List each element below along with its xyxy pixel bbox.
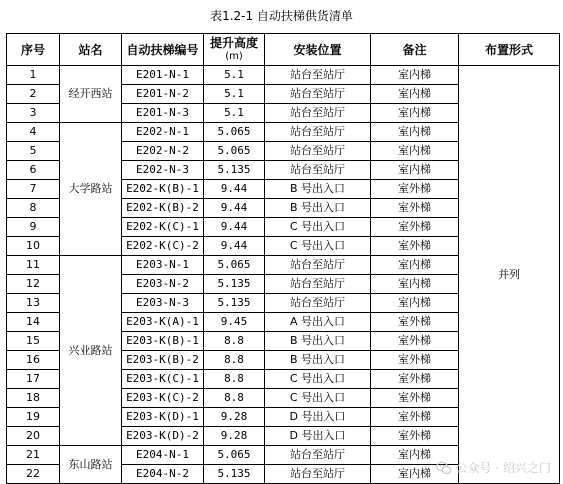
cell-index: 2 [7, 85, 60, 104]
cell-location: D 号出入口 [265, 408, 371, 427]
cell-index: 12 [7, 275, 60, 294]
cell-height: 5.135 [204, 465, 265, 484]
cell-index: 3 [7, 104, 60, 123]
cell-code: E201-N-2 [122, 85, 204, 104]
cell-index: 9 [7, 218, 60, 237]
header-layout: 布置形式 [459, 34, 560, 66]
cell-index: 13 [7, 294, 60, 313]
cell-height: 9.44 [204, 180, 265, 199]
cell-index: 17 [7, 370, 60, 389]
cell-index: 10 [7, 237, 60, 256]
cell-location: C 号出入口 [265, 370, 371, 389]
cell-code: E203-N-1 [122, 256, 204, 275]
cell-index: 14 [7, 313, 60, 332]
watermark-text: 公众号 · 绍兴之门 [455, 461, 551, 475]
cell-code: E202-N-3 [122, 161, 204, 180]
cell-location: 站台至站厅 [265, 446, 371, 465]
header-row [7, 34, 560, 66]
cell-station: 大学路站 [60, 123, 122, 256]
cell-height: 9.44 [204, 237, 265, 256]
cell-location: 站台至站厅 [265, 104, 371, 123]
cell-remark: 室外梯 [371, 332, 459, 351]
cell-remark: 室内梯 [371, 104, 459, 123]
cell-index: 5 [7, 142, 60, 161]
header-height [204, 34, 265, 66]
cell-remark: 室外梯 [371, 408, 459, 427]
cell-location: D 号出入口 [265, 427, 371, 446]
cell-height: 9.44 [204, 199, 265, 218]
cell-remark: 室外梯 [371, 370, 459, 389]
cell-code: E202-K(B)-1 [122, 180, 204, 199]
cell-remark: 室外梯 [371, 351, 459, 370]
cell-remark: 室内梯 [371, 256, 459, 275]
cell-height: 5.135 [204, 294, 265, 313]
table-body [7, 66, 560, 484]
cell-code: E204-N-2 [122, 465, 204, 484]
cell-location: 站台至站厅 [265, 142, 371, 161]
cell-code: E202-N-1 [122, 123, 204, 142]
cell-remark: 室外梯 [371, 199, 459, 218]
cell-code: E201-N-3 [122, 104, 204, 123]
cell-remark: 室内梯 [371, 446, 459, 465]
cell-code: E203-K(C)-1 [122, 370, 204, 389]
cell-remark: 室内梯 [371, 85, 459, 104]
cell-remark: 室外梯 [371, 389, 459, 408]
cell-remark: 室内梯 [371, 465, 459, 484]
cell-location: B 号出入口 [265, 180, 371, 199]
cell-code: E201-N-1 [122, 66, 204, 85]
cell-location: 站台至站厅 [265, 294, 371, 313]
cell-station: 经开西站 [60, 66, 122, 123]
cell-index: 19 [7, 408, 60, 427]
cell-location: 站台至站厅 [265, 275, 371, 294]
cell-location: 站台至站厅 [265, 256, 371, 275]
cell-location: 站台至站厅 [265, 161, 371, 180]
watermark [436, 459, 551, 476]
header-station: 站名 [60, 34, 122, 66]
cell-code: E203-N-2 [122, 275, 204, 294]
cell-location: C 号出入口 [265, 218, 371, 237]
cell-code: E202-N-2 [122, 142, 204, 161]
cell-index: 8 [7, 199, 60, 218]
cell-location: 站台至站厅 [265, 465, 371, 484]
cell-code: E203-K(B)-2 [122, 351, 204, 370]
cell-remark: 室内梯 [371, 142, 459, 161]
cell-location: 站台至站厅 [265, 85, 371, 104]
table-row [7, 66, 560, 85]
cell-index: 18 [7, 389, 60, 408]
cell-location: B 号出入口 [265, 332, 371, 351]
cell-height: 9.28 [204, 427, 265, 446]
cell-remark: 室外梯 [371, 427, 459, 446]
cell-height: 9.45 [204, 313, 265, 332]
cell-height: 9.44 [204, 218, 265, 237]
cell-height: 9.28 [204, 408, 265, 427]
cell-remark: 室内梯 [371, 294, 459, 313]
cell-height: 5.065 [204, 256, 265, 275]
header-height-unit: (m) [225, 50, 243, 62]
cell-code: E202-K(C)-1 [122, 218, 204, 237]
cell-remark: 室外梯 [371, 237, 459, 256]
cell-remark: 室内梯 [371, 66, 459, 85]
header-remark: 备注 [371, 34, 459, 66]
cell-remark: 室内梯 [371, 161, 459, 180]
cell-index: 6 [7, 161, 60, 180]
cell-index: 15 [7, 332, 60, 351]
cell-code: E204-N-1 [122, 446, 204, 465]
cell-height: 5.065 [204, 446, 265, 465]
cell-height: 5.065 [204, 123, 265, 142]
cell-index: 1 [7, 66, 60, 85]
cell-location: 站台至站厅 [265, 123, 371, 142]
cell-remark: 室外梯 [371, 218, 459, 237]
cell-height: 5.1 [204, 66, 265, 85]
cell-location: B 号出入口 [265, 199, 371, 218]
cell-height: 5.1 [204, 104, 265, 123]
cell-code: E202-K(C)-2 [122, 237, 204, 256]
cell-index: 16 [7, 351, 60, 370]
cell-index: 21 [7, 446, 60, 465]
wechat-icon [436, 460, 452, 476]
cell-index: 7 [7, 180, 60, 199]
cell-height: 8.8 [204, 332, 265, 351]
cell-height: 8.8 [204, 370, 265, 389]
cell-location: B 号出入口 [265, 351, 371, 370]
cell-index: 11 [7, 256, 60, 275]
cell-index: 22 [7, 465, 60, 484]
cell-height: 8.8 [204, 389, 265, 408]
cell-index: 20 [7, 427, 60, 446]
table-title: 表1.2-1 自动扶梯供货清单 [210, 9, 353, 23]
cell-code: E203-N-3 [122, 294, 204, 313]
cell-remark: 室外梯 [371, 180, 459, 199]
header-code: 自动扶梯编号 [122, 34, 204, 66]
header-height-label: 提升高度 [209, 35, 258, 50]
cell-height: 5.135 [204, 275, 265, 294]
cell-index: 4 [7, 123, 60, 142]
cell-height: 5.065 [204, 142, 265, 161]
cell-location: A 号出入口 [265, 313, 371, 332]
cell-code: E203-K(C)-2 [122, 389, 204, 408]
escalator-supply-table [6, 33, 560, 484]
cell-code: E203-K(D)-1 [122, 408, 204, 427]
cell-remark: 室内梯 [371, 123, 459, 142]
header-location: 安装位置 [265, 34, 371, 66]
cell-code: E203-K(D)-2 [122, 427, 204, 446]
cell-remark: 室外梯 [371, 313, 459, 332]
cell-code: E203-K(A)-1 [122, 313, 204, 332]
cell-location: C 号出入口 [265, 237, 371, 256]
cell-location: 站台至站厅 [265, 66, 371, 85]
cell-location: C 号出入口 [265, 389, 371, 408]
cell-station: 东山路站 [60, 446, 122, 484]
cell-remark: 室内梯 [371, 275, 459, 294]
cell-height: 8.8 [204, 351, 265, 370]
cell-station: 兴业路站 [60, 256, 122, 446]
cell-height: 5.1 [204, 85, 265, 104]
header-index: 序号 [7, 34, 60, 66]
cell-code: E203-K(B)-1 [122, 332, 204, 351]
cell-layout: 并列 [459, 66, 560, 484]
cell-code: E202-K(B)-2 [122, 199, 204, 218]
cell-height: 5.135 [204, 161, 265, 180]
